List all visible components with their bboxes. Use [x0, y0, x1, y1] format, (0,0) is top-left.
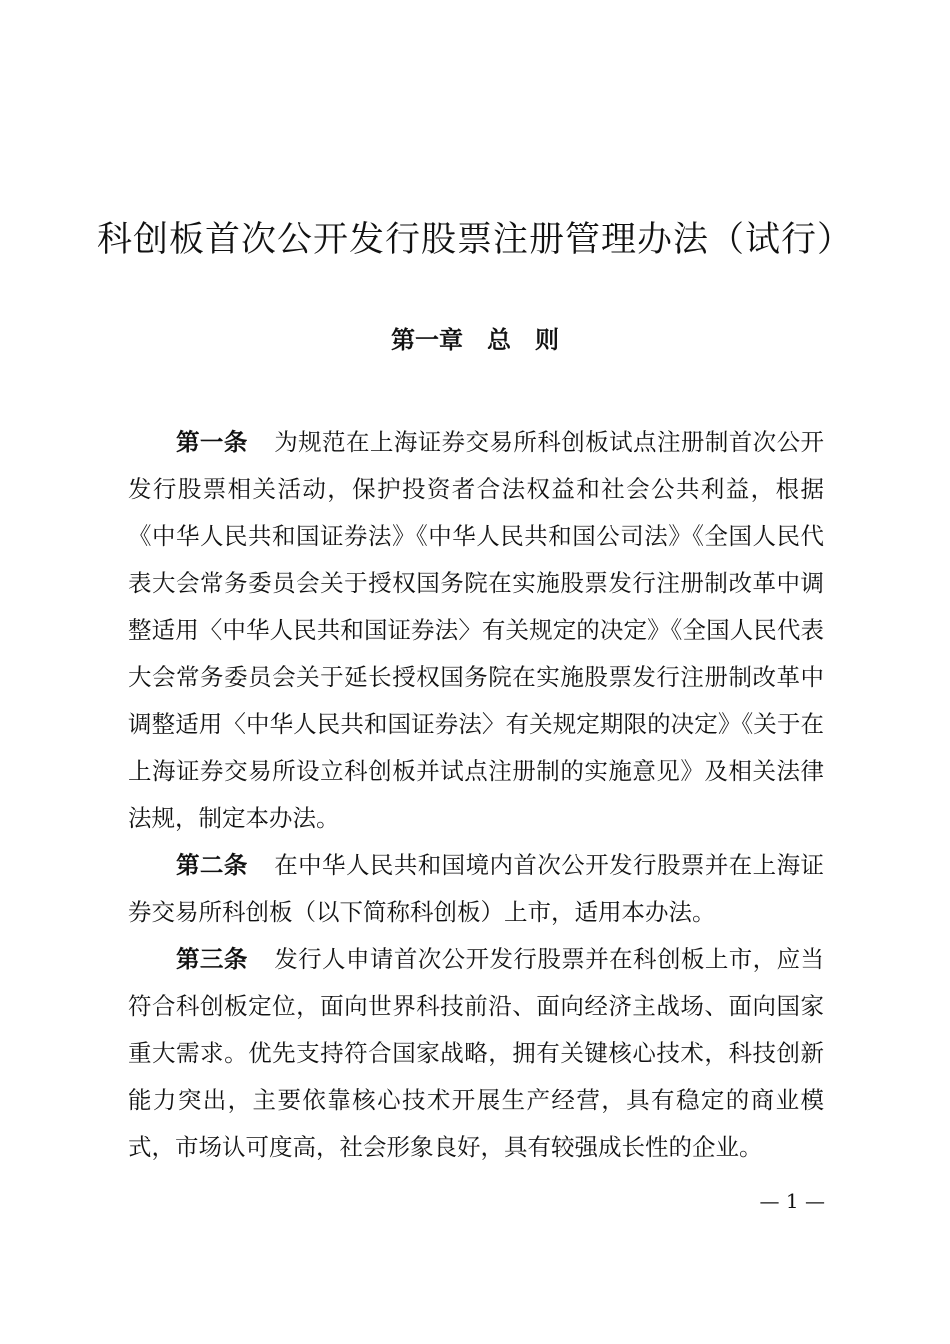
document-title: 科创板首次公开发行股票注册管理办法（试行）: [96, 220, 853, 260]
page-number: — 1 —: [759, 1189, 825, 1213]
article-2: [128, 842, 824, 936]
article-text: 在中华人民共和国境内首次公开发行股票并在上海证券交易所科创板（以下简称科创板）上市，适用本办法。: [128, 851, 825, 926]
chapter-heading: [0, 320, 950, 360]
article-1: [128, 419, 824, 842]
article-text: 发行人申请首次公开发行股票并在科创板上市，应当符合科创板定位，面向世界科技前沿、面向经济主战场、面向国家重大需求。优先支持符合国家战略，拥有关键核心技术，科技创新能力突出，主要依靠核心技术开展生产经营，具有稳定的商业模式，市场认可度高，社会形象良好，具有较强成长性的企业。: [128, 945, 825, 1161]
article-3: [128, 936, 824, 1171]
article-number: 第二条: [176, 851, 248, 879]
article-number: 第一条: [176, 428, 248, 456]
article-text: 为规范在上海证券交易所科创板试点注册制首次公开发行股票相关活动，保护投资者合法权益和社会公共利益，根据《中华人民共和国证券法》《中华人民共和国公司法》《全国人民代表大会常务委员会关于授权国务院在实施股票发行注册制改革中调整适用〈中华人民共和国证券法〉有关规定的决定》《全国人民代表大会常务委员会关于延长授权国务院在实施股票发行注册制改革中调整适用〈中华人民共和国证券法〉有关规定期限的决定》《关于在上海证券交易所设立科创板并试点注册制的实施意见》及相关法律法规，制定本办法。: [128, 428, 825, 832]
chapter-name: 总 则: [487, 326, 559, 354]
chapter-number: 第一章: [391, 326, 463, 354]
article-list: [128, 419, 824, 1171]
article-number: 第三条: [176, 945, 248, 973]
